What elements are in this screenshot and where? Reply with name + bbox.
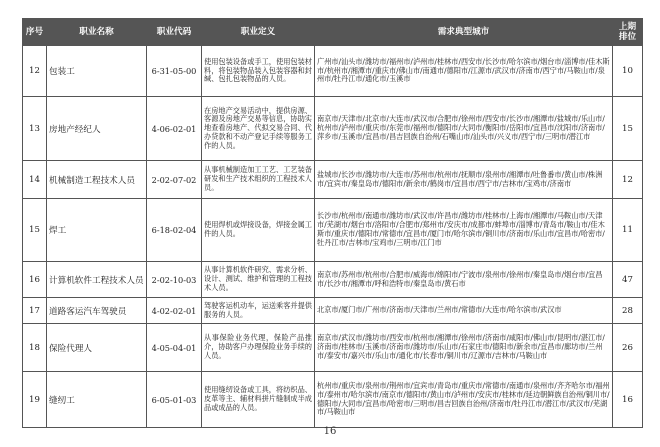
row-occupation-definition: 在房地产交易活动中，提供房源、客源及房地产交易等信息，协助实地查看房地产、代拟交易合同、代办贷款和不动产登记手续等服务工作的人员。 xyxy=(202,97,315,161)
row-occupation-code: 2-02-10-03 xyxy=(147,262,202,298)
table-row xyxy=(23,298,643,324)
table-row xyxy=(23,372,643,428)
row-occupation-definition: 使用包装设备或手工，使用包装材料，将包装物品装入包装容器和封缄、包扎包装物品的人员。 xyxy=(202,46,315,97)
row-no: 14 xyxy=(23,161,47,199)
row-no: 15 xyxy=(23,199,47,262)
row-no: 13 xyxy=(23,97,47,161)
row-typical-cities: 盐城市/长沙市/潍坊市/大连市/苏州市/杭州市/抚顺市/泉州市/湘潭市/吐鲁番市/黄山市/株洲市/宜宾市/秦皇岛市/德阳市/新余市/鹤岗市/宜昌市/西宁市/吉林市/宝鸡市/济南市 xyxy=(315,161,613,199)
row-occupation-name: 计算机软件工程技术人员 xyxy=(47,262,147,298)
occupation-table xyxy=(22,18,643,428)
row-typical-cities: 南京市/天津市/北京市/大连市/武汉市/合肥市/徐州市/西安市/长沙市/湘潭市/盐城市/乐山市/杭州市/泸州市/重庆市/东莞市/福州市/德阳市/大同市/衡阳市/岳阳市/宜昌市/沈阳市/济南市/萍乡市/玉溪市/宜昌市/昌吉回族自治州/石嘴山市/汕头市/兴义市/西宁市/三明市/潜江市 xyxy=(315,97,613,161)
row-typical-cities: 杭州市/重庆市/泉州市/荆州市/宜宾市/青岛市/重庆市/常德市/南通市/泉州市/齐齐哈尔市/福州市/泰州市/哈尔滨市/南京市/德阳市/黄山市/泸州市/安庆市/桂林市/延边朝鲜族自治州/铜川市/德阳市/大同市/宜昌市/哈密市/三明市/昌吉回族自治州/济南市/牡丹江市/潜江市/武汉市/芜湖市/马鞍山市 xyxy=(315,372,613,428)
row-occupation-definition: 从事保险业务代理，保险产品推介，协助客户办理保险业务手续的人员。 xyxy=(202,324,315,372)
row-occupation-definition: 使用焊机或焊接设备，焊接金属工件的人员。 xyxy=(202,199,315,262)
row-typical-cities: 北京市/厦门市/广州市/济南市/天津市/兰州市/常德市/大连市/哈尔滨市/武汉市 xyxy=(315,298,613,324)
row-previous-rank: 47 xyxy=(613,262,643,298)
table-header-row xyxy=(23,19,643,46)
row-occupation-code: 4-02-02-01 xyxy=(147,298,202,324)
row-occupation-name: 保险代理人 xyxy=(47,324,147,372)
row-no: 12 xyxy=(23,46,47,97)
row-previous-rank: 12 xyxy=(613,161,643,199)
table-row xyxy=(23,324,643,372)
row-previous-rank: 16 xyxy=(613,372,643,428)
row-previous-rank: 28 xyxy=(613,298,643,324)
row-occupation-name: 机械制造工程技术人员 xyxy=(47,161,147,199)
row-occupation-definition: 使用缝纫设备或工具，将纺织品、皮革等主、辅材料拼片缝制成半成品或成品的人员。 xyxy=(202,372,315,428)
row-occupation-code: 2-02-07-02 xyxy=(147,161,202,199)
row-typical-cities: 广州市/汕头市/潍坊市/福州市/泸州市/桂林市/西安市/长沙市/哈尔滨市/烟台市/淄博市/佳木斯市/杭州市/湘潭市/重庆市/佛山市/南通市/德阳市/江源市/武汉市/济南市/西宁市/马鞍山市/泉州市/牡丹江市/通化市/玉溪市 xyxy=(315,46,613,97)
header-occupation-code: 职业代码 xyxy=(147,19,202,46)
row-occupation-name: 道路客运汽车驾驶员 xyxy=(47,298,147,324)
table-row xyxy=(23,161,643,199)
row-occupation-definition: 驾驶客运机动车，运送乘客并提供服务的人员。 xyxy=(202,298,315,324)
row-previous-rank: 10 xyxy=(613,46,643,97)
row-previous-rank: 11 xyxy=(613,199,643,262)
row-occupation-name: 包装工 xyxy=(47,46,147,97)
row-previous-rank: 26 xyxy=(613,324,643,372)
row-no: 16 xyxy=(23,262,47,298)
header-no: 序号 xyxy=(23,19,47,46)
row-occupation-code: 4-05-04-01 xyxy=(147,324,202,372)
row-no: 17 xyxy=(23,298,47,324)
row-occupation-code: 6-05-01-03 xyxy=(147,372,202,428)
table-row xyxy=(23,199,643,262)
row-occupation-name: 缝纫工 xyxy=(47,372,147,428)
row-occupation-code: 4-06-02-01 xyxy=(147,97,202,161)
row-typical-cities: 南京市/苏州市/杭州市/合肥市/威海市/绵阳市/宁波市/泉州市/徐州市/秦皇岛市/烟台市/宜昌市/长沙市/湘潭市/呼和浩特市/秦皇岛市/黄石市 xyxy=(315,262,613,298)
header-occupation-definition: 职业定义 xyxy=(202,19,315,46)
row-occupation-code: 6-18-02-04 xyxy=(147,199,202,262)
page-number: 16 xyxy=(323,426,337,437)
row-occupation-name: 焊工 xyxy=(47,199,147,262)
row-occupation-definition: 从事机械制造加工工艺、工艺装备研发和生产技术组织的工程技术人员。 xyxy=(202,161,315,199)
table-row xyxy=(23,262,643,298)
row-no: 19 xyxy=(23,372,47,428)
header-typical-cities: 需求典型城市 xyxy=(315,19,613,46)
row-occupation-definition: 从事计算机软件研究、需求分析、设计、测试、维护和管理的工程技术人员。 xyxy=(202,262,315,298)
header-previous-rank: 上期排位 xyxy=(613,19,643,46)
row-typical-cities: 南京市/武汉市/潍坊市/西安市/杭州市/湘潭市/徐州市/济南市/咸阳市/佛山市/昆明市/湛江市/济南市/桂林市/玉溪市/济南市/潍坊市/乐山市/石家庄市/德阳市/新余市/宜昌市/廊坊市/兰州市/泰安市/嘉兴市/乐山市/通化市/长春市/铜川市/辽源市/吉林市/马鞍山市 xyxy=(315,324,613,372)
row-previous-rank: 15 xyxy=(613,97,643,161)
table-row xyxy=(23,97,643,161)
header-occupation-name: 职业名称 xyxy=(47,19,147,46)
table-row xyxy=(23,46,643,97)
row-occupation-code: 6-31-05-00 xyxy=(147,46,202,97)
row-typical-cities: 长沙市/杭州市/南通市/潍坊市/武汉市/许昌市/潍坊市/桂林市/上海市/湘潭市/马鞍山市/天津市/芜湖市/烟台市/洛阳市/合肥市/郑州市/安庆市/成都市/蚌埠市/淄博市/青岛市/鞍山市/佳木斯市/重庆市/德阳市/常德市/宜昌市/厦门市/哈尔滨市/铜川市/济南市/乐山市/宜昌市/哈密市/牡丹江市/吉林市/宝鸡市/三明市/江门市 xyxy=(315,199,613,262)
row-occupation-name: 房地产经纪人 xyxy=(47,97,147,161)
row-no: 18 xyxy=(23,324,47,372)
